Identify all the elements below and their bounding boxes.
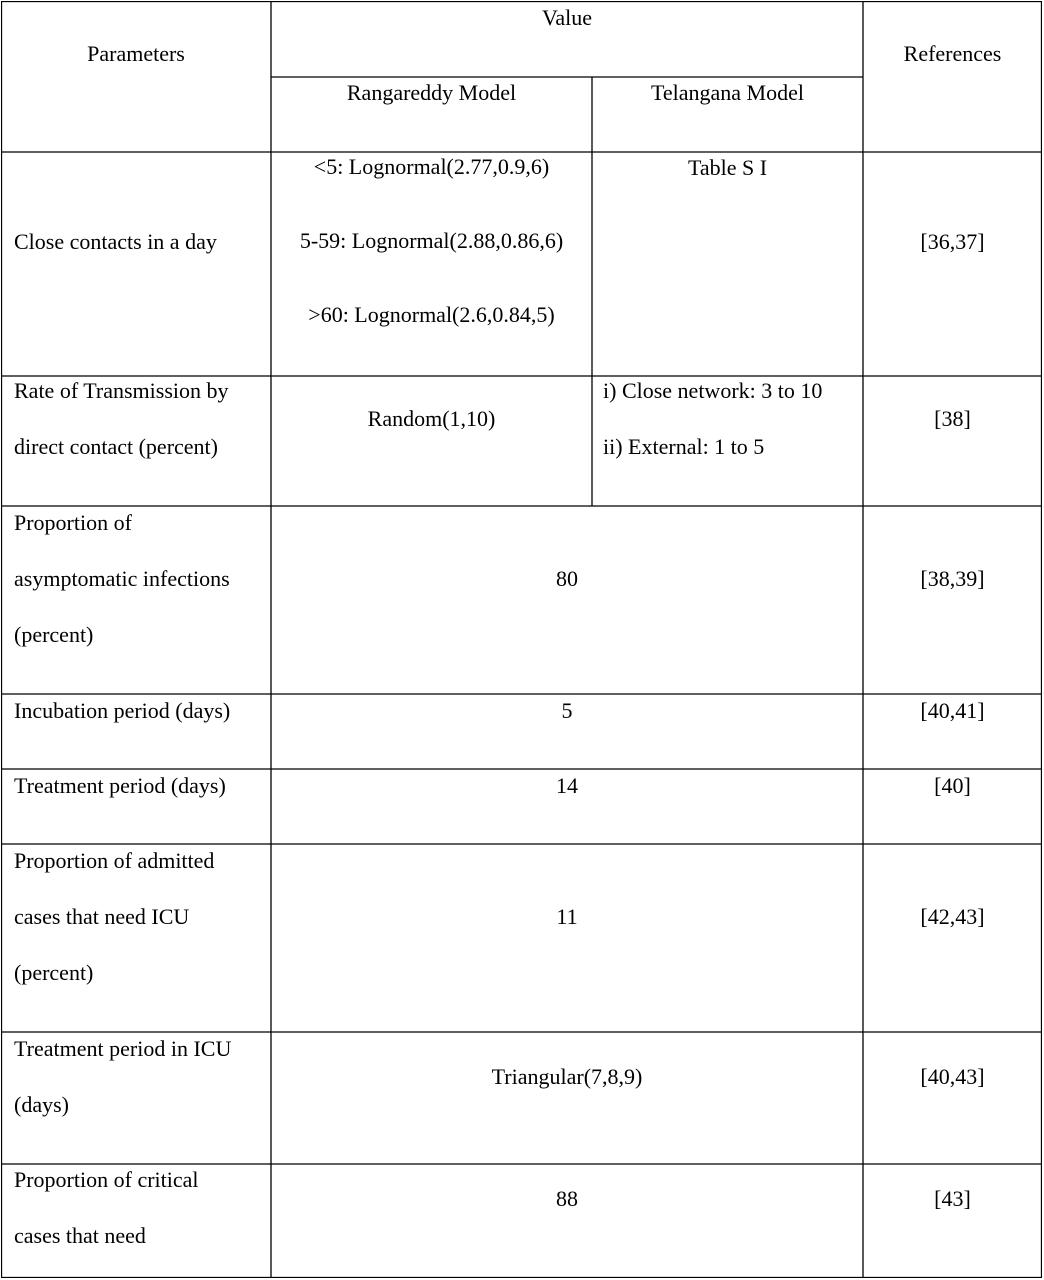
row-reference: [36,37]	[920, 229, 985, 254]
row-value: 14	[556, 773, 578, 798]
row-parameter: Proportion of admitted cases that need ICU (percent)	[14, 848, 215, 985]
header-rangareddy-model: Rangareddy Model	[346, 80, 517, 105]
row-telangana-value: Table S I	[687, 155, 768, 180]
row-reference: [43]	[934, 1186, 971, 1211]
row-telangana-value: i) Close network: 3 to 10 ii) External: 1 to 5	[603, 378, 823, 459]
row-parameter: Rate of Transmission by direct contact (percent)	[14, 378, 229, 459]
row-reference: [40,43]	[920, 1064, 985, 1089]
row-value: 5	[561, 698, 573, 723]
parameters-table	[1, 1, 1042, 1278]
row-rangareddy-value: <5: Lognormal(2.77,0.9,6) 5-59: Lognormal(2.88,0.86,6) >60: Lognormal(2.6,0.84,5)	[299, 154, 564, 327]
row-rangareddy-value: Random(1,10)	[367, 406, 496, 431]
row-value: 88	[556, 1186, 578, 1211]
row-reference: [38,39]	[920, 566, 985, 591]
row-parameter: Treatment period in ICU (days)	[14, 1036, 232, 1117]
header-references: References	[903, 41, 1002, 66]
row-reference: [40,41]	[920, 698, 985, 723]
row-reference: [40]	[934, 773, 971, 798]
row-parameter: Treatment period (days)	[14, 773, 226, 798]
row-value: 11	[556, 904, 578, 929]
header-value: Value	[541, 5, 593, 30]
row-reference: [38]	[934, 406, 971, 431]
row-parameter: Incubation period (days)	[14, 698, 231, 723]
row-value: Triangular(7,8,9)	[491, 1064, 643, 1089]
header-telangana-model: Telangana Model	[650, 80, 804, 105]
row-parameter: Proportion of asymptomatic infections (percent)	[14, 510, 230, 647]
header-parameters: Parameters	[87, 41, 185, 66]
row-reference: [42,43]	[920, 904, 985, 929]
row-parameter: Proportion of critical cases that need	[14, 1167, 199, 1248]
row-parameter: Close contacts in a day	[14, 229, 217, 254]
row-value: 80	[556, 566, 578, 591]
